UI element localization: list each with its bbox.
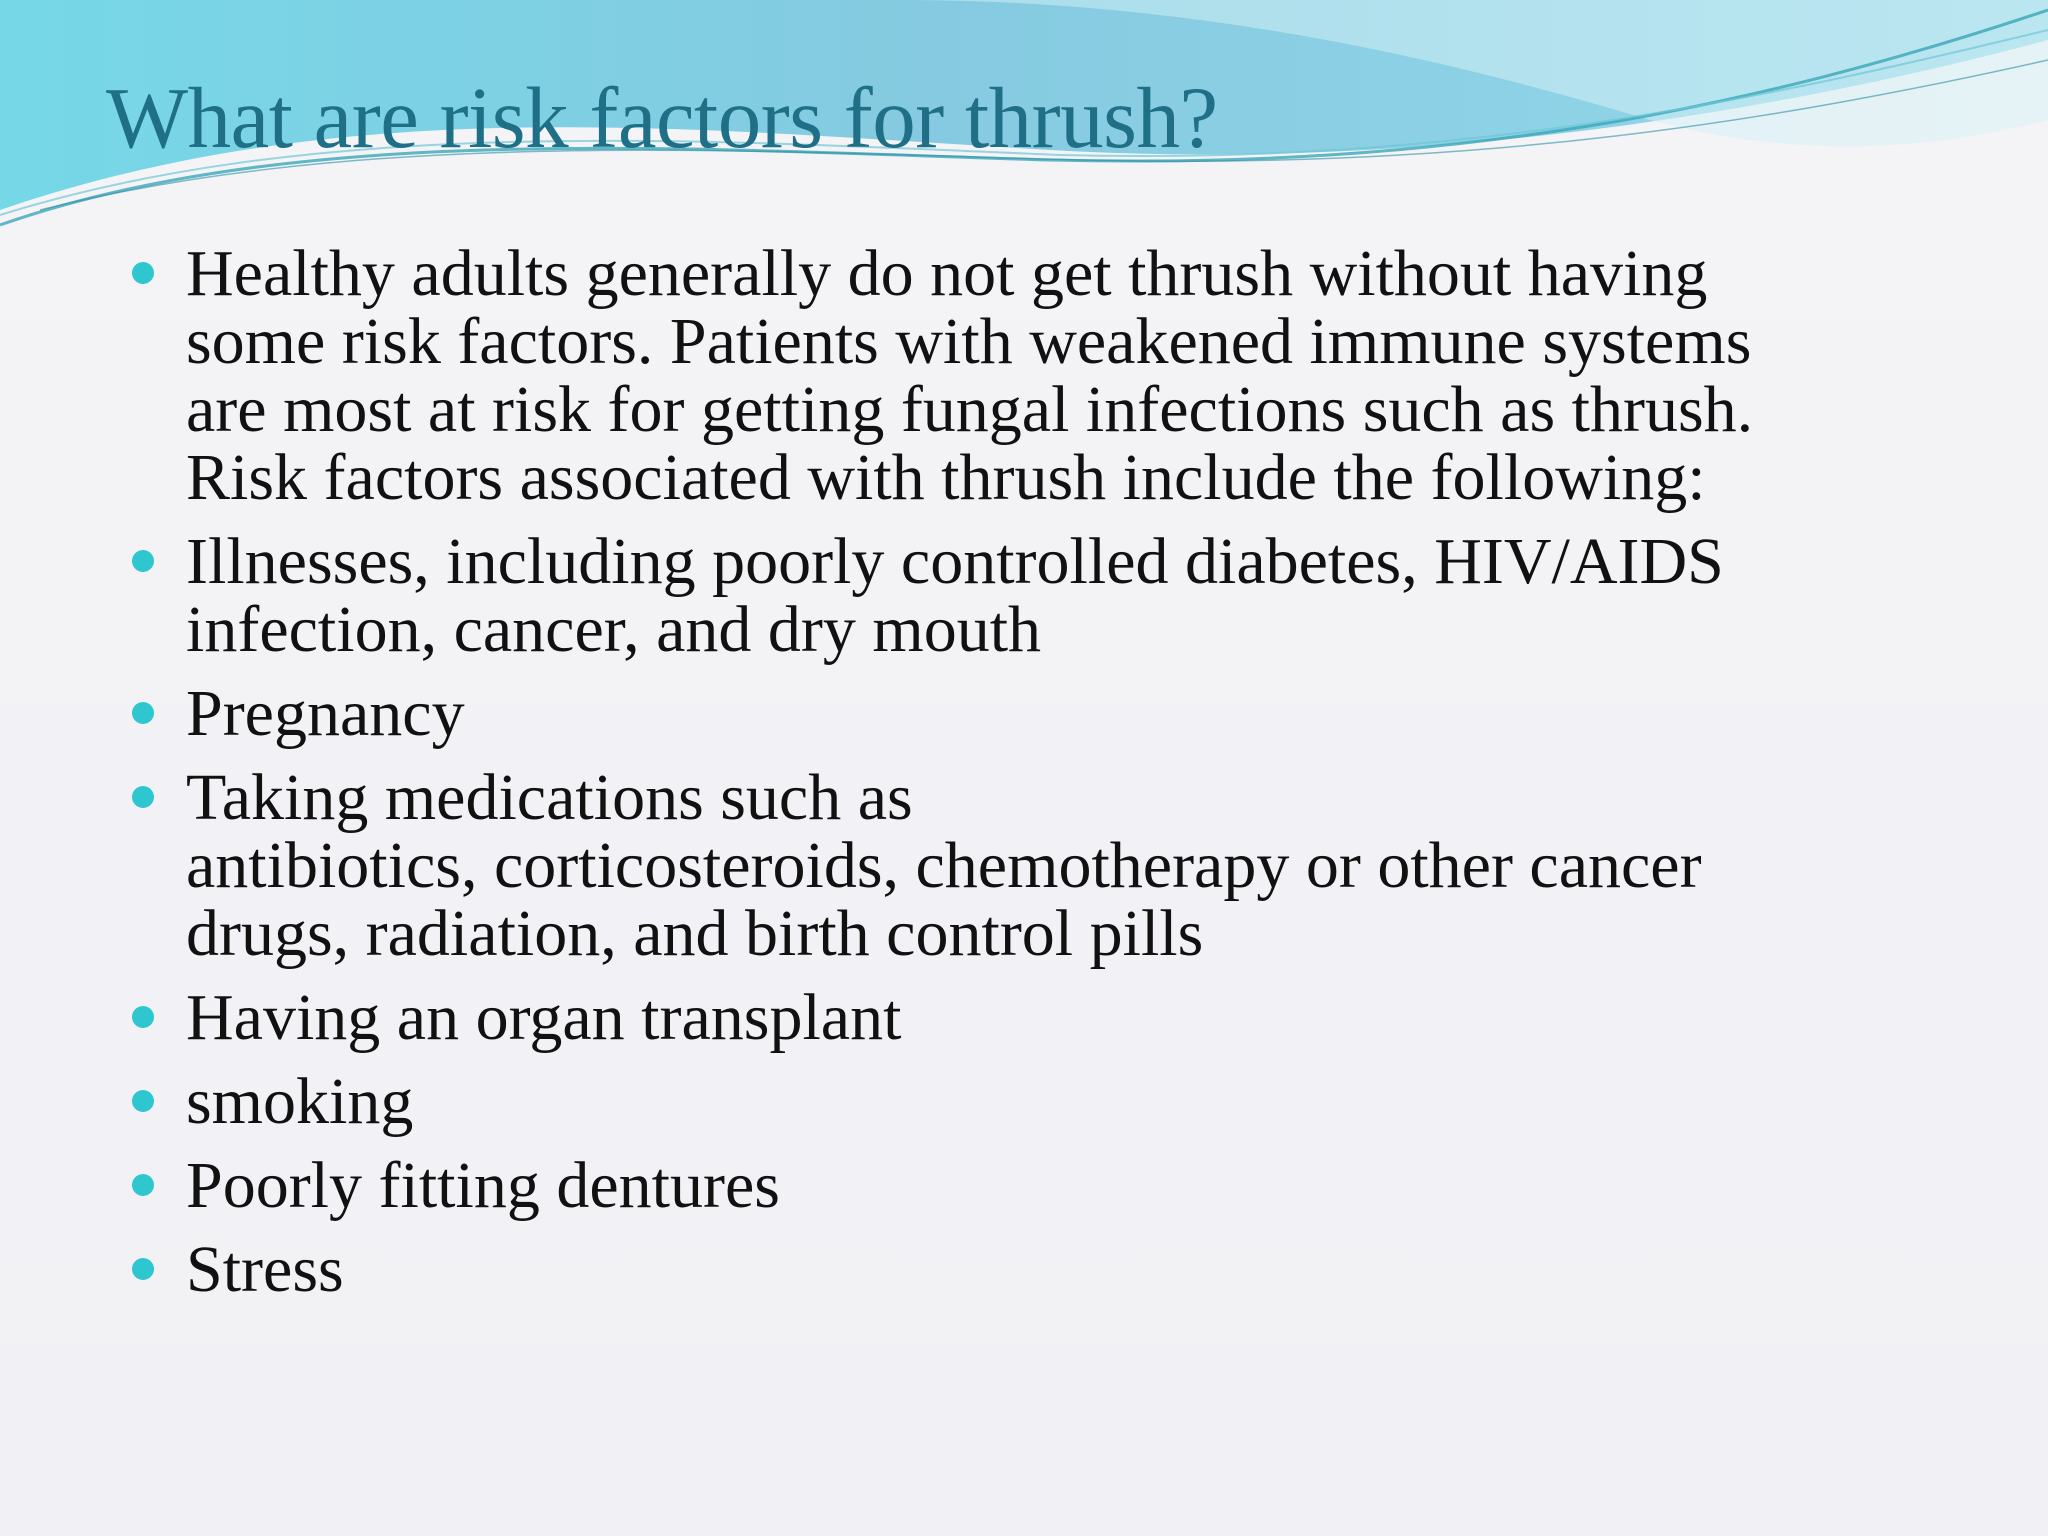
bullet-item bbox=[128, 525, 1928, 666]
bullet-dot-icon bbox=[132, 550, 154, 572]
bullet-text: Poorly fitting dentures bbox=[186, 1149, 780, 1222]
slide-title: What are risk factors for thrush? bbox=[106, 69, 1218, 166]
bullet-item bbox=[128, 1065, 1928, 1138]
bullet-item bbox=[128, 1149, 1928, 1222]
bullet-item bbox=[128, 677, 1928, 750]
bullet-item bbox=[128, 981, 1928, 1054]
bullet-dot-icon bbox=[132, 1258, 154, 1280]
bullet-text: Healthy adults generally do not get thrush without having some risk factors. Patients with weakened immune systems are most at risk for getting fungal infections such as thrush. Risk factors associated with thrush include the following: bbox=[186, 237, 1754, 514]
bullet-text: smoking bbox=[186, 1065, 414, 1138]
bullet-dot-icon bbox=[132, 1090, 154, 1112]
bullet-item bbox=[128, 761, 1928, 970]
bullet-dot-icon bbox=[132, 262, 154, 284]
bullet-text: Taking medications such as antibiotics, corticosteroids, chemotherapy or other cancer drugs, radiation, and birth control pills bbox=[186, 761, 1702, 970]
bullet-dot-icon bbox=[132, 702, 154, 724]
bullet-text: Illnesses, including poorly controlled diabetes, HIV/AIDS infection, cancer, and dry mouth bbox=[186, 525, 1724, 666]
bullet-item bbox=[128, 237, 1928, 514]
bullet-text: Stress bbox=[186, 1233, 344, 1306]
bullet-dot-icon bbox=[132, 786, 154, 808]
bullet-item bbox=[128, 1233, 1928, 1306]
bullet-dot-icon bbox=[132, 1006, 154, 1028]
bullet-list bbox=[128, 237, 1928, 1320]
bullet-dot-icon bbox=[132, 1174, 154, 1196]
bullet-text: Having an organ transplant bbox=[186, 981, 902, 1054]
bullet-text: Pregnancy bbox=[186, 677, 465, 750]
